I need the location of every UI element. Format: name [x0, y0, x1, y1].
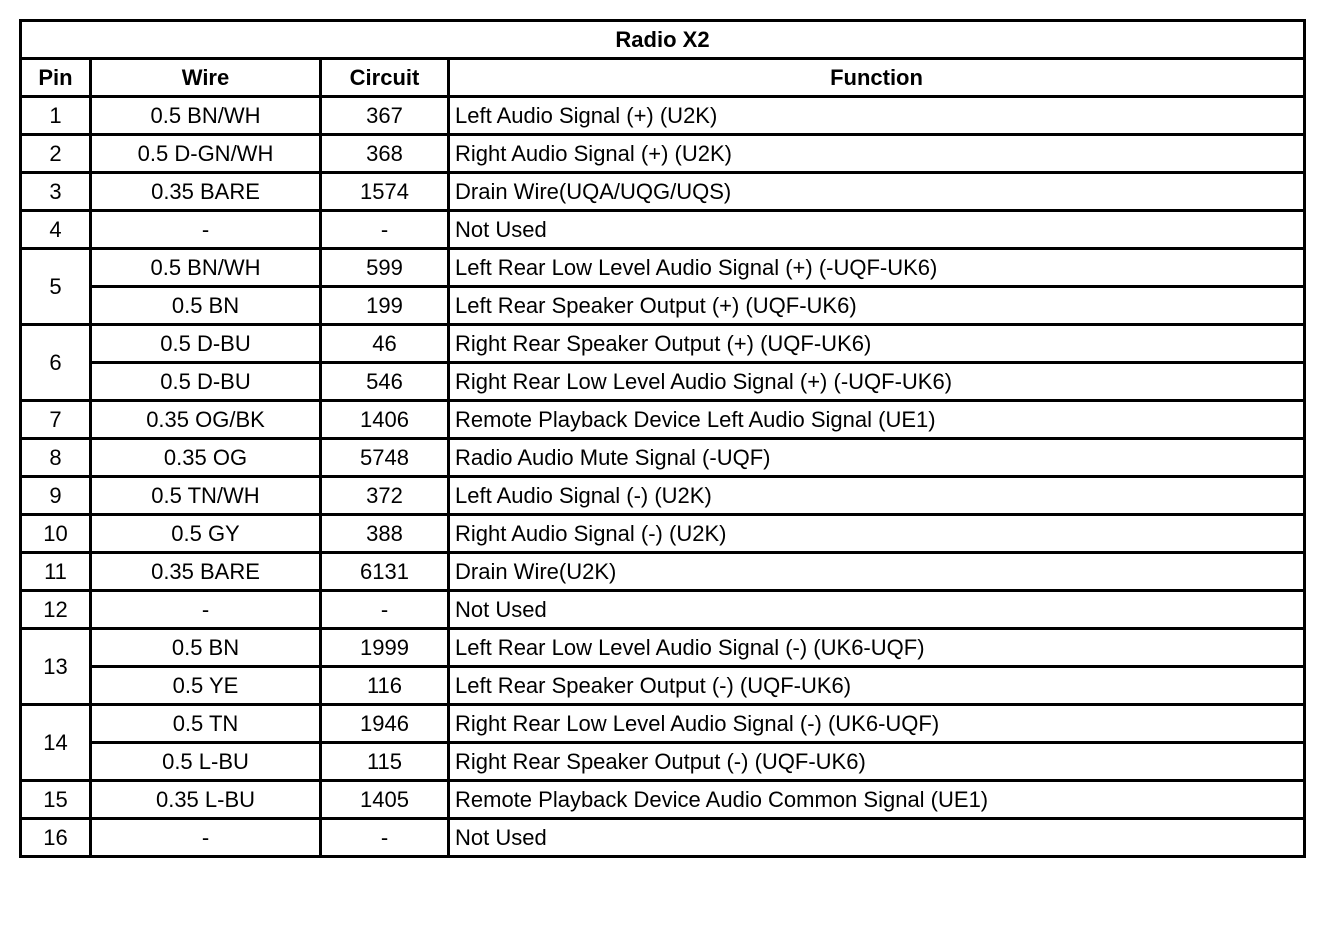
- table-row: [21, 401, 1305, 439]
- function-cell: Right Audio Signal (-) (U2K): [449, 515, 1305, 553]
- header-function: Function: [449, 59, 1305, 97]
- function-cell: Not Used: [449, 211, 1305, 249]
- function-cell: Not Used: [449, 591, 1305, 629]
- function-cell: Left Rear Speaker Output (-) (UQF-UK6): [449, 667, 1305, 705]
- circuit-cell: 6131: [321, 553, 449, 591]
- table-row: [21, 363, 1305, 401]
- circuit-cell: 1946: [321, 705, 449, 743]
- pin-cell: 11: [21, 553, 91, 591]
- pin-cell: 8: [21, 439, 91, 477]
- table-row: [21, 819, 1305, 857]
- table-row: [21, 477, 1305, 515]
- wire-cell: 0.5 D-GN/WH: [91, 135, 321, 173]
- pin-cell: 2: [21, 135, 91, 173]
- wire-cell: 0.5 YE: [91, 667, 321, 705]
- table-row: [21, 705, 1305, 743]
- function-cell: Left Rear Low Level Audio Signal (+) (-UQF-UK6): [449, 249, 1305, 287]
- pin-cell: 9: [21, 477, 91, 515]
- wire-cell: 0.5 TN: [91, 705, 321, 743]
- table-row: [21, 667, 1305, 705]
- header-row: [21, 59, 1305, 97]
- table-row: [21, 439, 1305, 477]
- function-cell: Left Audio Signal (+) (U2K): [449, 97, 1305, 135]
- wire-cell: 0.35 OG/BK: [91, 401, 321, 439]
- circuit-cell: 367: [321, 97, 449, 135]
- function-cell: Remote Playback Device Audio Common Signal (UE1): [449, 781, 1305, 819]
- function-cell: Right Rear Speaker Output (-) (UQF-UK6): [449, 743, 1305, 781]
- table-body: [21, 97, 1305, 857]
- wire-cell: -: [91, 591, 321, 629]
- wire-cell: 0.35 BARE: [91, 553, 321, 591]
- function-cell: Right Audio Signal (+) (U2K): [449, 135, 1305, 173]
- pin-cell: 13: [21, 629, 91, 705]
- table-row: [21, 249, 1305, 287]
- pin-cell: 4: [21, 211, 91, 249]
- circuit-cell: 1574: [321, 173, 449, 211]
- wire-cell: 0.5 BN: [91, 287, 321, 325]
- wire-cell: 0.5 GY: [91, 515, 321, 553]
- table-row: [21, 211, 1305, 249]
- function-cell: Not Used: [449, 819, 1305, 857]
- function-cell: Radio Audio Mute Signal (-UQF): [449, 439, 1305, 477]
- wire-cell: -: [91, 819, 321, 857]
- table-row: [21, 781, 1305, 819]
- wire-cell: 0.5 BN: [91, 629, 321, 667]
- pin-cell: 6: [21, 325, 91, 401]
- function-cell: Drain Wire(U2K): [449, 553, 1305, 591]
- wire-cell: 0.5 BN/WH: [91, 249, 321, 287]
- header-pin: Pin: [21, 59, 91, 97]
- wire-cell: 0.5 TN/WH: [91, 477, 321, 515]
- table-row: [21, 173, 1305, 211]
- pin-cell: 5: [21, 249, 91, 325]
- table-row: [21, 515, 1305, 553]
- function-cell: Right Rear Speaker Output (+) (UQF-UK6): [449, 325, 1305, 363]
- circuit-cell: 599: [321, 249, 449, 287]
- wire-cell: 0.35 OG: [91, 439, 321, 477]
- function-cell: Right Rear Low Level Audio Signal (+) (-UQF-UK6): [449, 363, 1305, 401]
- table-row: [21, 591, 1305, 629]
- function-cell: Left Audio Signal (-) (U2K): [449, 477, 1305, 515]
- circuit-cell: 116: [321, 667, 449, 705]
- pin-cell: 15: [21, 781, 91, 819]
- table-row: [21, 553, 1305, 591]
- header-circuit: Circuit: [321, 59, 449, 97]
- wire-cell: 0.35 L-BU: [91, 781, 321, 819]
- title-row: [21, 21, 1305, 59]
- circuit-cell: 546: [321, 363, 449, 401]
- circuit-cell: 372: [321, 477, 449, 515]
- circuit-cell: 46: [321, 325, 449, 363]
- wire-cell: 0.5 D-BU: [91, 363, 321, 401]
- table-row: [21, 325, 1305, 363]
- table-row: [21, 135, 1305, 173]
- circuit-cell: 1999: [321, 629, 449, 667]
- circuit-cell: 388: [321, 515, 449, 553]
- wire-cell: 0.5 L-BU: [91, 743, 321, 781]
- connector-pinout-table: [19, 19, 1306, 858]
- table-row: [21, 629, 1305, 667]
- header-wire: Wire: [91, 59, 321, 97]
- circuit-cell: -: [321, 819, 449, 857]
- function-cell: Remote Playback Device Left Audio Signal (UE1): [449, 401, 1305, 439]
- wire-cell: 0.5 D-BU: [91, 325, 321, 363]
- table-row: [21, 97, 1305, 135]
- pin-cell: 1: [21, 97, 91, 135]
- function-cell: Right Rear Low Level Audio Signal (-) (UK6-UQF): [449, 705, 1305, 743]
- table-row: [21, 743, 1305, 781]
- circuit-cell: 1406: [321, 401, 449, 439]
- pin-cell: 14: [21, 705, 91, 781]
- pin-cell: 12: [21, 591, 91, 629]
- function-cell: Drain Wire(UQA/UQG/UQS): [449, 173, 1305, 211]
- circuit-cell: -: [321, 211, 449, 249]
- wire-cell: 0.35 BARE: [91, 173, 321, 211]
- wire-cell: 0.5 BN/WH: [91, 97, 321, 135]
- pin-cell: 7: [21, 401, 91, 439]
- circuit-cell: -: [321, 591, 449, 629]
- table-title: Radio X2: [21, 21, 1305, 59]
- function-cell: Left Rear Low Level Audio Signal (-) (UK6-UQF): [449, 629, 1305, 667]
- circuit-cell: 1405: [321, 781, 449, 819]
- circuit-cell: 5748: [321, 439, 449, 477]
- wire-cell: -: [91, 211, 321, 249]
- circuit-cell: 199: [321, 287, 449, 325]
- table-row: [21, 287, 1305, 325]
- circuit-cell: 368: [321, 135, 449, 173]
- function-cell: Left Rear Speaker Output (+) (UQF-UK6): [449, 287, 1305, 325]
- pin-cell: 10: [21, 515, 91, 553]
- pin-cell: 3: [21, 173, 91, 211]
- pin-cell: 16: [21, 819, 91, 857]
- circuit-cell: 115: [321, 743, 449, 781]
